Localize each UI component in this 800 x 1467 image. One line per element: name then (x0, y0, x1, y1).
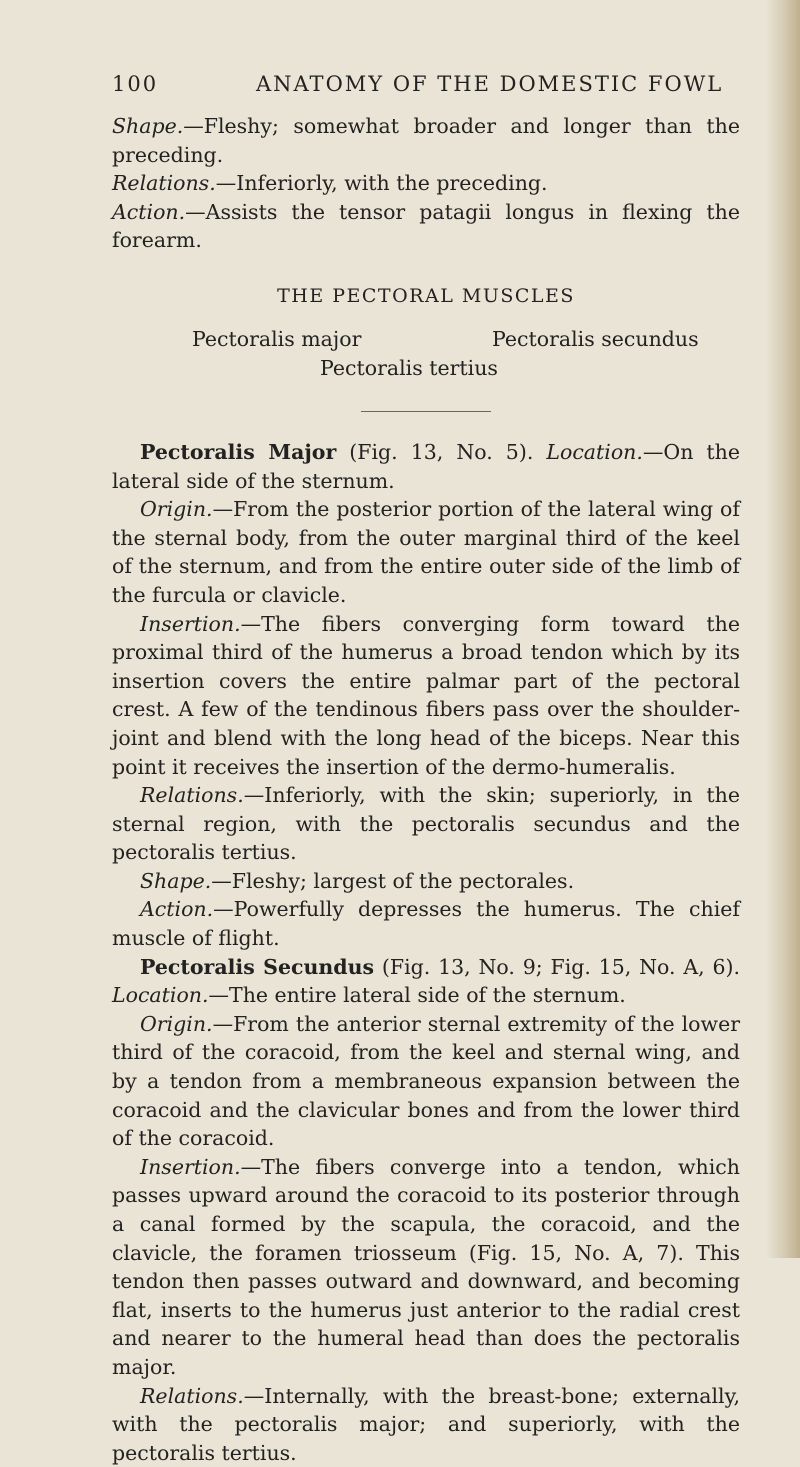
relations-paragraph (112, 1382, 740, 1467)
pectoralis-secundus-entry (112, 953, 740, 1467)
muscle-list-item: Pectoralis tertius (320, 355, 498, 380)
insertion-text: —The fibers converging form toward the proximal third of the humerus a broad tendon which by its insertion covers the entire palmar part of the pectoral crest. A few of the tendinous fibers pass over the shoulder-joint and blend with the long head of the biceps. Near this point it receives the insertion of the dermo-humeralis. (112, 611, 740, 779)
tensor-patagii-continuation (112, 112, 740, 255)
action-label: Action. (112, 199, 186, 224)
action-label: Action. (140, 897, 214, 922)
muscle-list-item: Pectoralis secundus (492, 326, 699, 351)
running-title: ANATOMY OF THE DOMESTIC FOWL (256, 72, 724, 96)
insertion-paragraph (112, 1153, 740, 1382)
secundus-figure-ref: (Fig. 13, No. 9; Fig. 15, No. A, 6). (374, 954, 740, 979)
relations-label: Relations. (140, 1383, 244, 1408)
relations-paragraph (112, 169, 740, 198)
shape-paragraph (112, 867, 740, 896)
page-edge-shadow (766, 0, 800, 1258)
action-text: —Powerfully depresses the humerus. The chief muscle of flight. (112, 897, 740, 951)
muscle-list (112, 327, 740, 385)
insertion-paragraph (112, 610, 740, 782)
relations-text: —Inferiorly, with the skin; superiorly, in the sternal region, with the pectoralis secundus and the pectoralis tertius. (112, 783, 740, 865)
muscle-list-item: Pectoralis major (192, 326, 362, 351)
major-heading-paragraph (112, 438, 740, 495)
origin-label: Origin. (140, 1011, 213, 1036)
action-paragraph (112, 895, 740, 952)
relations-label: Relations. (112, 171, 216, 196)
shape-label: Shape. (112, 114, 184, 138)
insertion-label: Insertion. (140, 1154, 241, 1179)
section-heading: THE PECTORAL MUSCLES (277, 284, 575, 307)
origin-paragraph (112, 1010, 740, 1153)
location-text: —On the lateral side of the sternum. (112, 439, 740, 493)
shape-label: Shape. (140, 868, 212, 893)
major-figure-ref: (Fig. 13, No. 5). (336, 439, 547, 464)
relations-text: —Internally, with the breast-bone; externally, with the pectoralis major; and superiorly, with the pectoralis tertius. (112, 1383, 740, 1465)
page-number: 100 (112, 72, 159, 96)
insertion-label: Insertion. (140, 611, 241, 636)
shape-paragraph (112, 112, 740, 169)
secundus-title: Pectoralis Secundus (140, 954, 375, 979)
relations-paragraph (112, 781, 740, 867)
relations-text: —Inferiorly, with the preceding. (215, 171, 548, 196)
location-label: Location. (546, 439, 643, 464)
insertion-text: —The fibers converge into a tendon, which passes upward around the coracoid to its posterior through a canal formed by the scapula, the coracoid, and the clavicle, the foramen triosseum (Fig. 15, No. A, 7). This tendon then passes outward and downward, and becoming flat, inserts to the humerus just anterior to the radial crest and nearer to the humeral head than does the pectoralis major. (112, 1154, 740, 1379)
running-head (112, 72, 740, 106)
origin-text: —From the anterior sternal extremity of the lower third of the coracoid, from the keel and sternal wing, and by a tendon from a membraneous expansion between the coracoid and the clavicular bones and from the lower third of the coracoid. (112, 1011, 740, 1151)
shape-text: —Fleshy; somewhat broader and longer than the preceding. (112, 114, 740, 167)
pectoralis-major-entry (112, 438, 740, 953)
origin-label: Origin. (140, 497, 213, 522)
location-label: Location. (112, 983, 209, 1008)
major-title: Pectoralis Major (140, 439, 337, 464)
shape-text: —Fleshy; largest of the pectorales. (211, 868, 575, 893)
origin-text: —From the posterior portion of the lateral wing of the sternal body, from the outer marginal third of the keel of the sternum, and from the entire outer side of the limb of the furcula or clavicle. (112, 497, 740, 607)
location-text: —The entire lateral side of the sternum. (208, 983, 626, 1008)
section-divider (361, 411, 491, 412)
origin-paragraph (112, 495, 740, 609)
secundus-heading-paragraph (112, 953, 740, 1010)
relations-label: Relations. (140, 783, 244, 808)
action-paragraph (112, 198, 740, 255)
action-text: —Assists the tensor patagii longus in flexing the forearm. (112, 199, 740, 253)
